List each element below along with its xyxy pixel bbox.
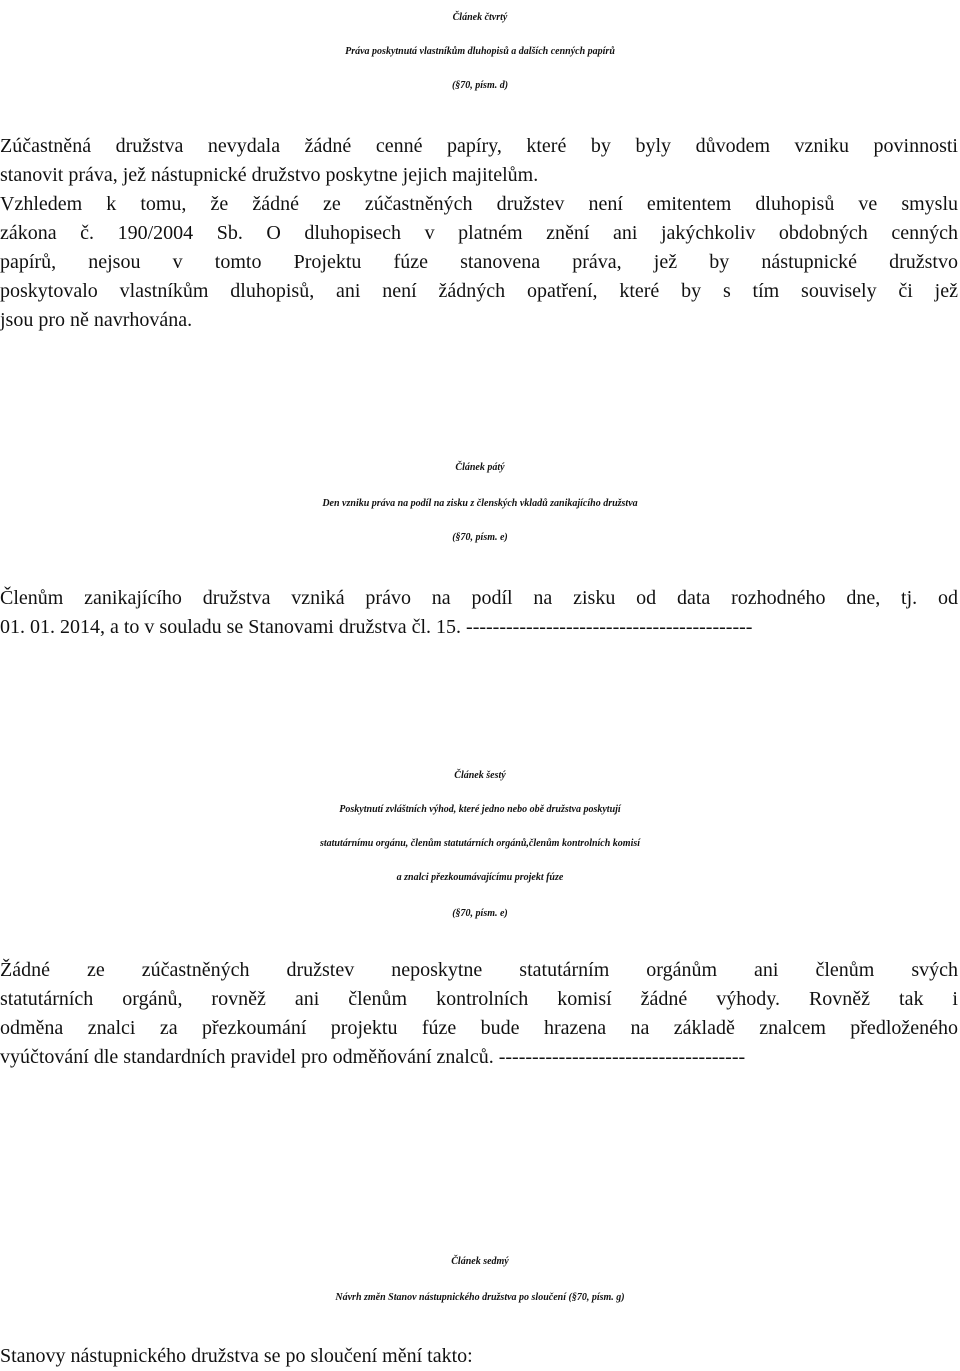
article-7-subtitle: Návrh změn Stanov nástupnického družstva po sloučení (§70, písm. g)	[335, 1292, 625, 1303]
article-5-body	[0, 584, 958, 642]
article-4-line: papírů, nejsou v tomto Projektu fúze stanovena práva, jež by nástupnické družstvo	[0, 251, 958, 273]
article-4-line: stanovit práva, jež nástupnické družstvo poskytne jejich majitelům.	[0, 164, 539, 186]
article-4-line: Zúčastněná družstva nevydala žádné cenné papíry, které by byly důvodem vzniku povinnosti	[0, 135, 958, 157]
article-4-title: Článek čtvrtý	[452, 12, 508, 23]
article-6-line: Žádné ze zúčastněných družstev neposkytne statutárním orgánům ani členům svých	[0, 959, 958, 981]
article-4-line: poskytovalo vlastníkům dluhopisů, ani není žádných opatření, které by s tím souvisely či jež	[0, 280, 958, 302]
article-4-line: jsou pro ně navrhována.	[0, 309, 193, 331]
article-6-title: Článek šestý	[454, 770, 506, 781]
article-7-line: Stanovy nástupnického družstva se po sloučení mění takto:	[0, 1345, 473, 1367]
article-6-line: odměna znalci za přezkoumání projektu fúze bude hrazena na základě znalcem předloženého	[0, 1017, 958, 1039]
article-5-line: 01. 01. 2014, a to v souladu se Stanovami družstva čl. 15. -------------------------------------------	[0, 616, 753, 638]
article-6-line: statutárních orgánů, rovněž ani členům kontrolních komisí žádné výhody. Rovněž tak i	[0, 988, 958, 1010]
article-5-reference: (§70, písm. e)	[452, 532, 508, 543]
article-6-subtitle-line-1: Poskytnutí zvláštních výhod, které jedno nebo obě družstva poskytují	[339, 804, 621, 815]
article-6-subtitle-line-3: a znalci přezkoumávajícímu projekt fúze	[396, 872, 564, 883]
article-6-subtitle-line-2: statutárnímu orgánu, členům statutárních orgánů,členům kontrolních komisí	[319, 838, 641, 849]
article-7-title: Článek sedmý	[451, 1256, 509, 1267]
article-5-line: Členům zanikajícího družstva vzniká právo na podíl na zisku od data rozhodného dne, tj. od	[0, 587, 958, 609]
article-4-line: zákona č. 190/2004 Sb. O dluhopisech v platném znění ani jakýchkoliv obdobných cenných	[0, 222, 958, 244]
article-4-reference: (§70, písm. d)	[451, 80, 509, 91]
article-5-subtitle: Den vzniku práva na podíl na zisku z členských vkladů zanikajícího družstva	[322, 498, 638, 509]
article-5-title: Článek pátý	[455, 462, 505, 473]
article-6-body	[0, 956, 958, 1072]
article-4-body	[0, 132, 958, 335]
article-4-subtitle: Práva poskytnutá vlastníkům dluhopisů a dalších cenných papírů	[345, 46, 615, 57]
article-7-body	[0, 1342, 958, 1371]
article-6-reference: (§70, písm. e)	[452, 908, 508, 919]
article-6-line: vyúčtování dle standardních pravidel pro odměňování znalců. -------------------------------------	[0, 1046, 746, 1068]
article-4-line: Vzhledem k tomu, že žádné ze zúčastněných družstev není emitentem dluhopisů ve smyslu	[0, 193, 958, 215]
